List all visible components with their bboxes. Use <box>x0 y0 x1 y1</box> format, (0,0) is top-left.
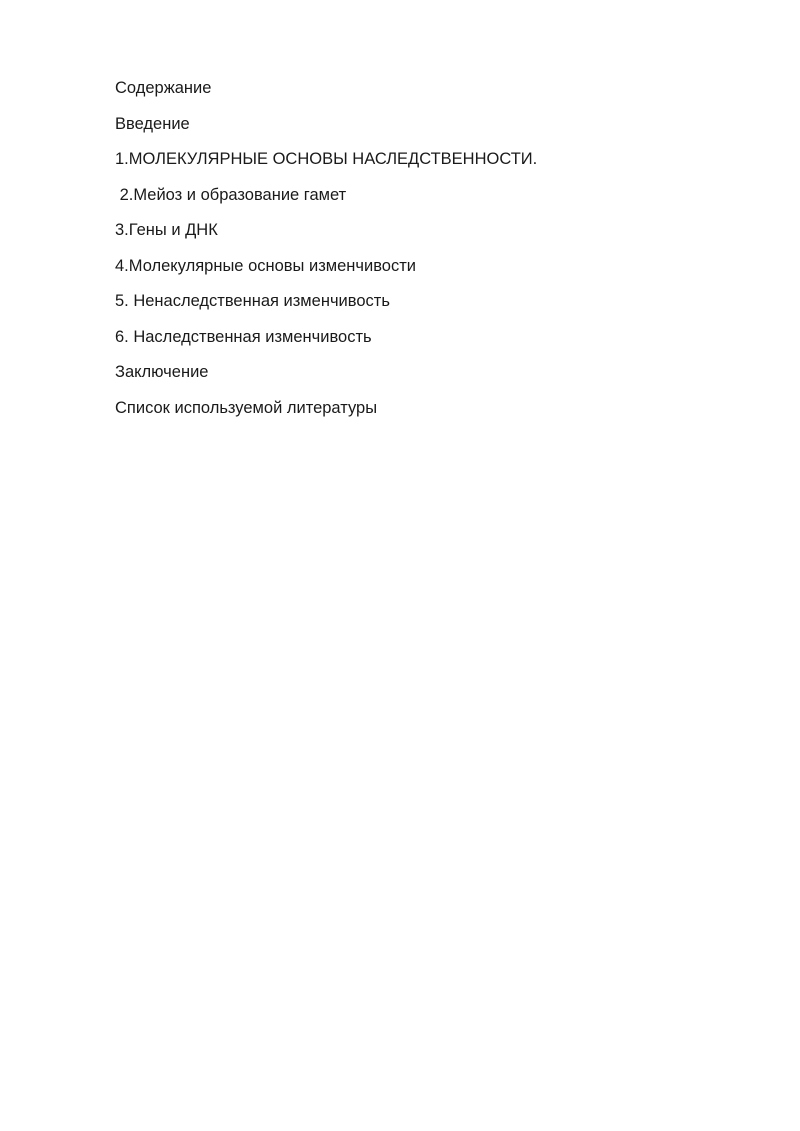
toc-item-chapter-6: 6. Наследственная изменчивость <box>115 327 372 346</box>
toc-item-introduction: Введение <box>115 114 190 133</box>
toc-heading: Содержание <box>115 79 212 97</box>
toc-item-chapter-2: 2.Мейоз и образование гамет <box>115 185 347 204</box>
toc-item-chapter-3: 3.Гены и ДНК <box>115 221 218 239</box>
toc-item-chapter-1: 1.МОЛЕКУЛЯРНЫЕ ОСНОВЫ НАСЛЕДСТВЕННОСТИ. <box>115 150 538 168</box>
table-of-contents <box>115 77 755 432</box>
toc-item-references: Список используемой литературы <box>115 398 378 417</box>
toc-item-chapter-4: 4.Молекулярные основы изменчивости <box>115 256 417 275</box>
toc-item-conclusion: Заключение <box>115 363 209 381</box>
toc-item-chapter-5: 5. Ненаследственная изменчивость <box>115 292 390 310</box>
